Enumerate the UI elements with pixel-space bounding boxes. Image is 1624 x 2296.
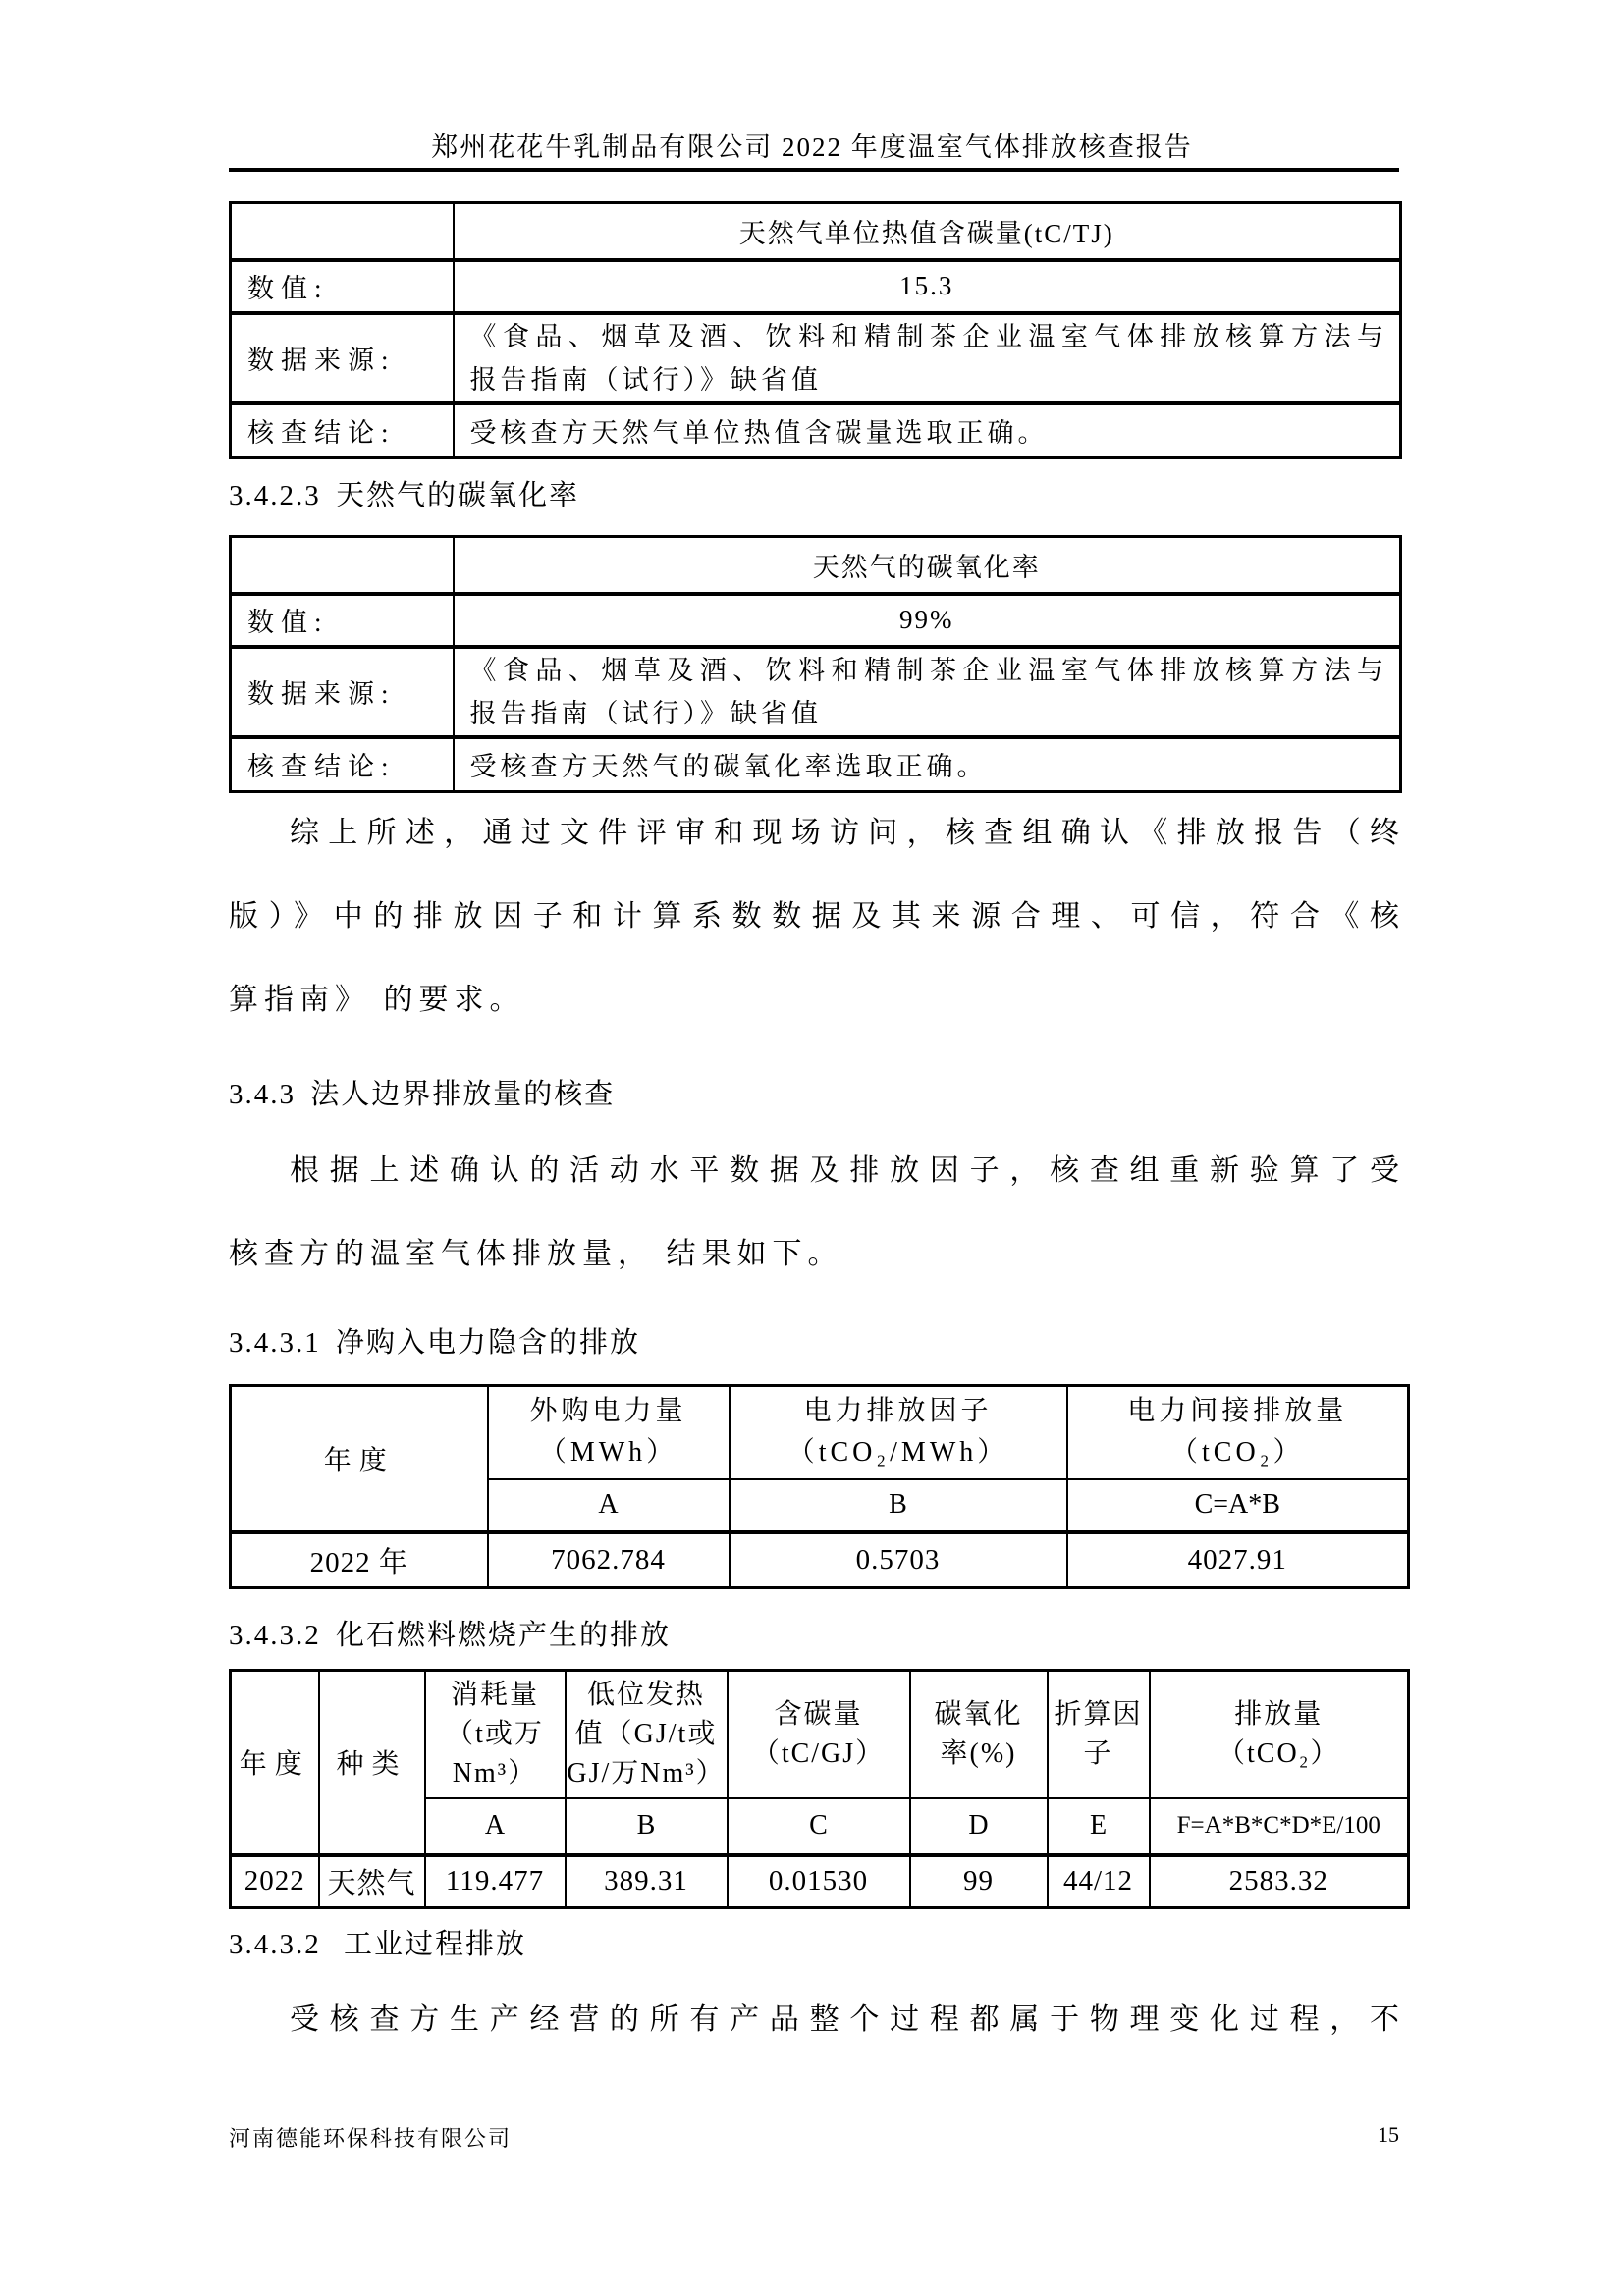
header-line: （tCO₂） xyxy=(1218,1737,1340,1769)
header-unit-line: （MWh） xyxy=(538,1437,678,1468)
table-corner-cell xyxy=(231,203,454,260)
indirect-emission-header-cell xyxy=(1067,1386,1409,1479)
header-line: 低位发热 xyxy=(586,1679,705,1710)
header-line: 外购电力量 xyxy=(529,1396,687,1427)
consumption-cell: 119.477 xyxy=(425,1855,566,1908)
paragraph-summary xyxy=(229,791,1399,1041)
table-ncv-carbon-content xyxy=(229,201,1402,459)
value-label: 数值: xyxy=(231,594,454,647)
table-row xyxy=(231,1532,1409,1588)
header-line: GJ/万Nm³） xyxy=(567,1757,726,1789)
page-number: 15 xyxy=(1378,2122,1399,2147)
source-label: 数据来源: xyxy=(231,313,454,403)
header-line: 率(%) xyxy=(940,1737,1017,1769)
sub-header-f: F=A*B*C*D*E/100 xyxy=(1150,1798,1409,1855)
value-cell: 15.3 xyxy=(454,260,1401,313)
sub-header-b: B xyxy=(730,1479,1067,1532)
paragraph-line: 受核查方生产经营的所有产品整个过程都属于物理变化过程，不 xyxy=(290,2003,1399,2036)
emission-factor-header-cell xyxy=(730,1386,1067,1479)
section-heading-3-4-3: 3.4.3 法人边界排放量的核查 xyxy=(229,1079,616,1110)
oxidation-rate-cell: 99 xyxy=(910,1855,1048,1908)
table-title-cell: 天然气单位热值含碳量(tC/TJ) xyxy=(454,203,1401,260)
year-header-cell: 年度 xyxy=(231,1386,488,1532)
carbon-content-header-cell xyxy=(728,1671,910,1798)
header-rule xyxy=(229,168,1399,172)
source-line-1: 《食品、烟草及酒、饮料和精制茶企业温室气体排放核算方法与 xyxy=(469,321,1383,351)
ncv-cell: 389.31 xyxy=(566,1855,728,1908)
purchased-electricity-header-cell xyxy=(488,1386,730,1479)
table-electricity-emissions xyxy=(229,1384,1410,1589)
emission-amount-cell: 2583.32 xyxy=(1150,1855,1409,1908)
header-line: （tC/GJ） xyxy=(751,1737,886,1769)
year-cell: 2022 年 xyxy=(231,1532,488,1588)
header-line: 电力排放因子 xyxy=(803,1396,993,1427)
table-row xyxy=(231,1855,1409,1908)
header-line: 排放量 xyxy=(1234,1698,1324,1730)
oxidation-rate-header-cell xyxy=(910,1671,1048,1798)
carbon-content-cell: 0.01530 xyxy=(728,1855,910,1908)
header-line: 含碳量 xyxy=(774,1698,863,1730)
header-unit-line: （tCO₂） xyxy=(1170,1437,1305,1468)
emission-amount-header-cell xyxy=(1150,1671,1409,1798)
sub-header-c: C xyxy=(728,1798,910,1855)
source-cell xyxy=(454,647,1401,737)
table-corner-cell xyxy=(231,537,454,594)
table-carbon-oxidation-rate xyxy=(229,535,1402,793)
conversion-factor-header-cell xyxy=(1048,1671,1150,1798)
ncv-header-cell xyxy=(566,1671,728,1798)
source-label: 数据来源: xyxy=(231,647,454,737)
source-line-2: 报告指南（试行）》缺省值 xyxy=(469,364,822,395)
footer-company: 河南德能环保科技有限公司 xyxy=(229,2126,513,2151)
paragraph-line: 核查方的温室气体排放量， 结果如下。 xyxy=(229,1238,843,1270)
header-line: 子 xyxy=(1083,1737,1113,1769)
header-line: 值（GJ/t或 xyxy=(574,1718,718,1749)
table-title-cell: 天然气的碳氧化率 xyxy=(454,537,1401,594)
year-header-cell: 年度 xyxy=(231,1671,319,1855)
paragraph-line: 根据上述确认的活动水平数据及排放因子，核查组重新验算了受 xyxy=(290,1154,1399,1187)
fuel-type-cell: 天然气 xyxy=(319,1855,425,1908)
sub-header-c: C=A*B xyxy=(1067,1479,1409,1532)
electricity-amount-cell: 7062.784 xyxy=(488,1532,730,1588)
emission-factor-cell: 0.5703 xyxy=(730,1532,1067,1588)
running-head-title: 郑州花花牛乳制品有限公司 2022 年度温室气体排放核查报告 xyxy=(431,133,1193,162)
consumption-header-cell xyxy=(425,1671,566,1798)
header-line: 碳氧化 xyxy=(934,1698,1023,1730)
conclusion-label: 核查结论: xyxy=(231,737,454,792)
paragraph-line: 综上所述，通过文件评审和现场访问，核查组确认《排放报告（终 xyxy=(290,817,1399,849)
header-line: （t或万 xyxy=(446,1718,544,1749)
paragraph-line: 版）》中的排放因子和计算系数数据及其来源合理、可信，符合《核 xyxy=(229,900,1399,933)
table-fossil-fuel-emissions xyxy=(229,1669,1410,1909)
conclusion-label: 核查结论: xyxy=(231,403,454,458)
section-heading-3-4-3-2-industrial: 3.4.3.2 工业过程排放 xyxy=(229,1929,527,1960)
sub-header-a: A xyxy=(425,1798,566,1855)
source-line-1: 《食品、烟草及酒、饮料和精制茶企业温室气体排放核算方法与 xyxy=(469,655,1383,685)
sub-header-b: B xyxy=(566,1798,728,1855)
conversion-factor-cell: 44/12 xyxy=(1048,1855,1150,1908)
source-cell xyxy=(454,313,1401,403)
section-heading-3-4-3-2-fossil: 3.4.3.2 化石燃料燃烧产生的排放 xyxy=(229,1620,672,1651)
header-unit-line: （tCO₂/MWh） xyxy=(786,1437,1009,1468)
paragraph-industrial-process xyxy=(229,1991,1399,2050)
source-line-2: 报告指南（试行）》缺省值 xyxy=(469,698,822,728)
conclusion-cell: 受核查方天然气单位热值含碳量选取正确。 xyxy=(454,403,1401,458)
value-label: 数值: xyxy=(231,260,454,313)
sub-header-e: E xyxy=(1048,1798,1150,1855)
conclusion-cell: 受核查方天然气的碳氧化率选取正确。 xyxy=(454,737,1401,792)
header-line: 电力间接排放量 xyxy=(1127,1396,1348,1427)
year-cell: 2022 xyxy=(231,1855,319,1908)
sub-header-d: D xyxy=(910,1798,1048,1855)
header-line: 折算因 xyxy=(1054,1698,1143,1730)
section-heading-3-4-2-3: 3.4.2.3 天然气的碳氧化率 xyxy=(229,480,580,511)
header-line: Nm³） xyxy=(452,1757,538,1789)
sub-header-a: A xyxy=(488,1479,730,1532)
paragraph-recalculation xyxy=(229,1129,1399,1296)
section-heading-3-4-3-1: 3.4.3.1 净购入电力隐含的排放 xyxy=(229,1327,641,1359)
header-line: 消耗量 xyxy=(450,1679,539,1710)
value-cell: 99% xyxy=(454,594,1401,647)
fuel-type-header-cell: 种类 xyxy=(319,1671,425,1855)
indirect-emission-cell: 4027.91 xyxy=(1067,1532,1409,1588)
paragraph-line: 算指南》 的要求。 xyxy=(229,984,525,1016)
